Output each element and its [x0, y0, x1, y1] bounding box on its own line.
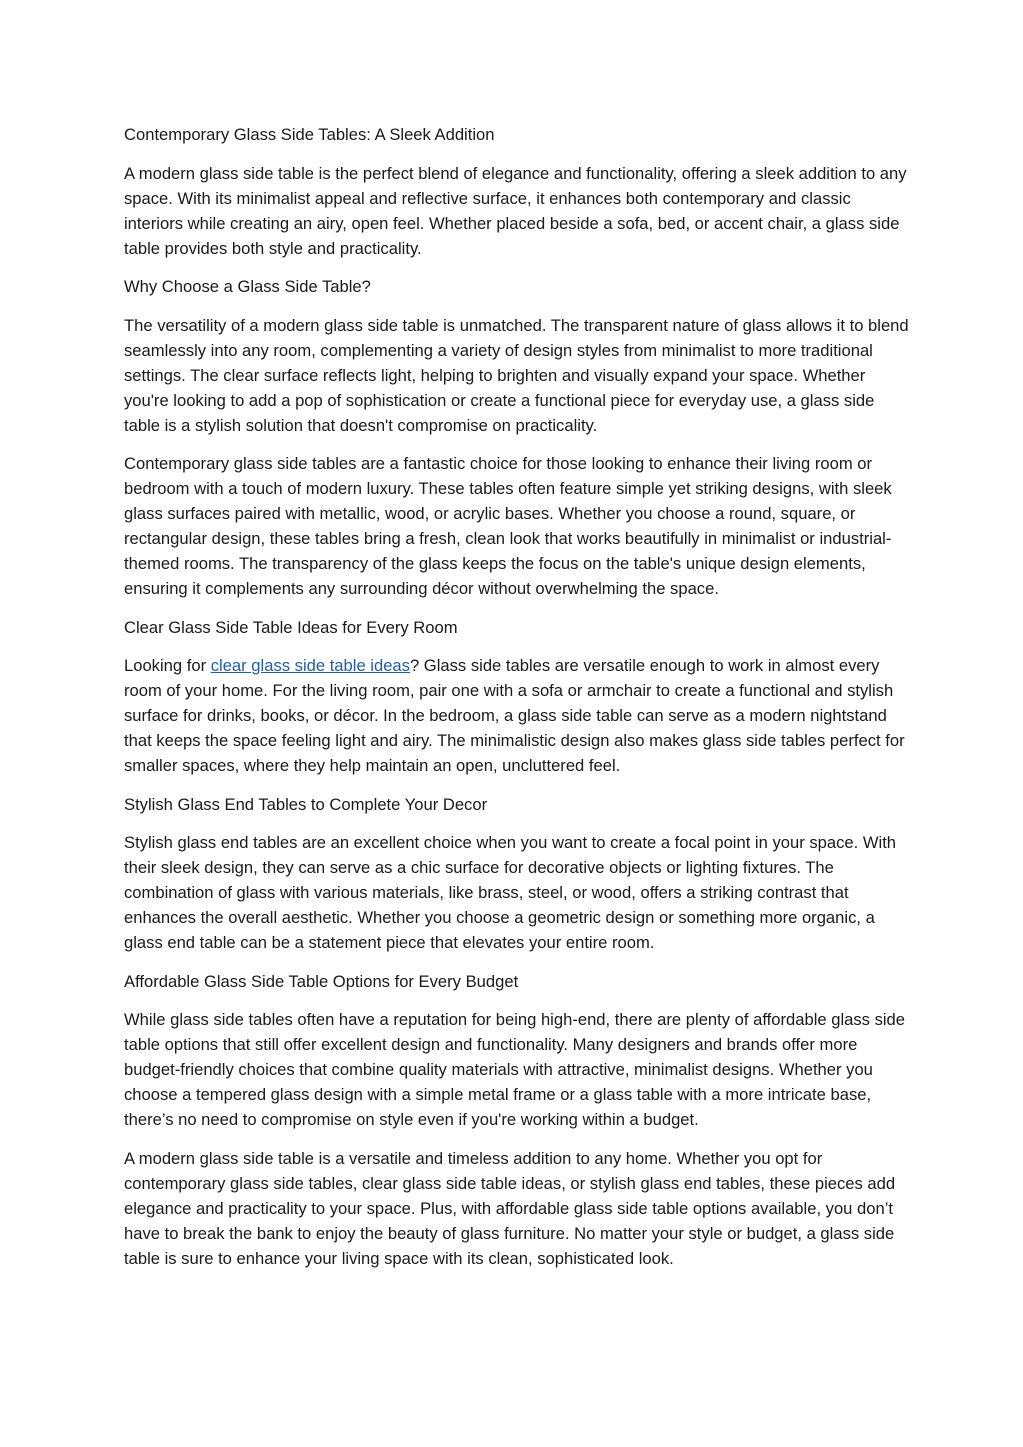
document-page: [124, 122, 914, 1284]
section-heading-clear-ideas: Clear Glass Side Table Ideas for Every Room: [124, 617, 458, 637]
paragraph-clear-ideas: [124, 653, 914, 778]
section-heading-affordable: Affordable Glass Side Table Options for Every Budget: [124, 971, 519, 991]
document-title: Contemporary Glass Side Tables: A Sleek Addition: [124, 125, 495, 144]
paragraph-end-tables: Stylish glass end tables are an excellent choice when you want to create a focal point in your space. With their sleek design, they can serve as a chic surface for decorative objects or lighting fixtures. The combination of glass with various materials, like brass, steel, or wood, offers a striking contrast that enhances the overall aesthetic. Whether you choose a geometric design or something more organic, a glass end table can be a statement piece that elevates your entire room.: [124, 833, 897, 952]
paragraph-conclusion: A modern glass side table is a versatile and timeless addition to any home. Whether you opt for contemporary glass side tables, clear glass side table ideas, or stylish glass end tables, these pieces add elegance and practicality to your space. Plus, with affordable glass side table options available, you don’t have to break the bank to enjoy the beauty of glass furniture. No matter your style or budget, a glass side table is sure to enhance your living space with its clean, sophisticated look.: [124, 1148, 896, 1268]
paragraph-text: ? Glass side tables are versatile enough to work in almost every room of your home. For the living room, pair one with a sofa or armchair to create a functional and stylish surface for drinks, books, or décor. In the bedroom, a glass side table can serve as a modern nightstand that keeps the space feeling light and airy. The minimalistic design also makes glass side tables perfect for smaller spaces, where they help maintain an open, uncluttered feel.: [124, 656, 905, 775]
paragraph-versatility: The versatility of a modern glass side table is unmatched. The transparent nature of glass allows it to blend seamlessly into any room, complementing a variety of design styles from minimalist to more traditional settings. The clear surface reflects light, helping to brighten and visually expand your space. Whether you're looking to add a pop of sophistication or create a functional piece for everyday use, a glass side table is a stylish solution that doesn't compromise on practicality.: [124, 315, 909, 435]
paragraph-affordable: While glass side tables often have a reputation for being high-end, there are plenty of affordable glass side table options that still offer excellent design and functionality. Many designers and brands offer more budget-friendly choices that combine quality materials with attractive, minimalist designs. Whether you choose a tempered glass design with a simple metal frame or a glass table with a more intricate base, there’s no need to compromise on style even if you're working within a budget.: [124, 1010, 906, 1129]
paragraph-contemporary: Contemporary glass side tables are a fantastic choice for those looking to enhance their living room or bedroom with a touch of modern luxury. These tables often feature simple yet striking designs, with sleek glass surfaces paired with metallic, wood, or acrylic bases. Whether you choose a round, square, or rectangular design, these tables bring a fresh, clean look that works beautifully in minimalist or industrial-themed rooms. The transparency of the glass keeps the focus on the table's unique design elements, ensuring it complements any surrounding décor without overwhelming the space.: [124, 454, 892, 598]
intro-paragraph: A modern glass side table is the perfect blend of elegance and functionality, offering a sleek addition to any space. With its minimalist appeal and reflective surface, it enhances both contemporary and classic interiors while creating an airy, open feel. Whether placed beside a sofa, bed, or accent chair, a glass side table provides both style and practicality.: [124, 163, 907, 258]
clear-glass-ideas-link[interactable]: clear glass side table ideas: [210, 656, 410, 675]
paragraph-text: Looking for: [124, 656, 211, 675]
section-heading-why-choose: Why Choose a Glass Side Table?: [124, 277, 371, 296]
section-heading-end-tables: Stylish Glass End Tables to Complete Your Decor: [124, 794, 488, 814]
